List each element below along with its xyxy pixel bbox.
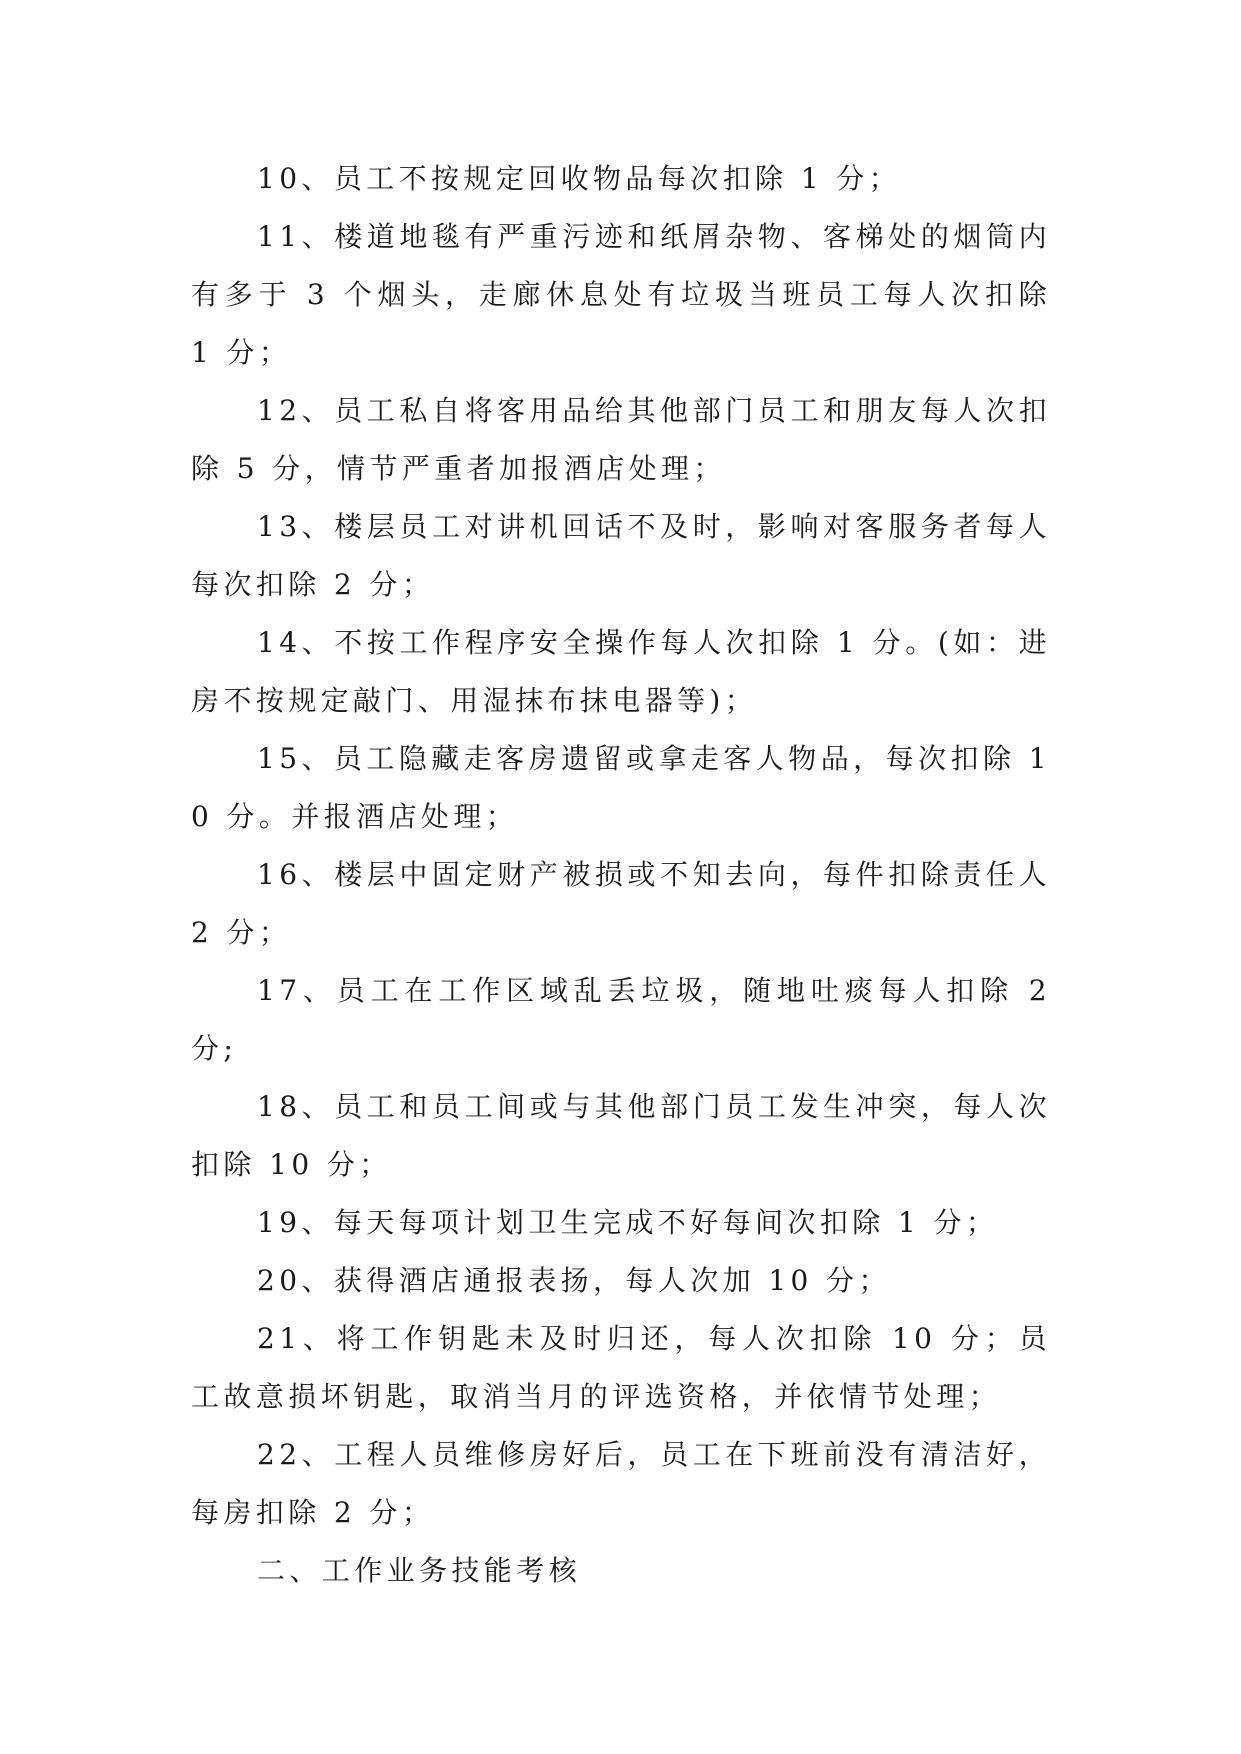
rule-item-19: 19、每天每项计划卫生完成不好每间次扣除 1 分； <box>257 1206 999 1239</box>
rule-item-18: 18、员工和员工间或与其他部门员工发生冲突，每人次扣除 10 分； <box>191 1090 1051 1181</box>
document-body <box>191 150 1051 1600</box>
section-heading: 二、工作业务技能考核 <box>257 1554 582 1587</box>
rule-item-10: 10、员工不按规定回收物品每次扣除 1 分； <box>257 162 902 195</box>
rule-item-22: 22、工程人员维修房好后，员工在下班前没有清洁好，每房扣除 2 分； <box>191 1438 1051 1529</box>
rule-item-12: 12、员工私自将客用品给其他部门员工和朋友每人次扣除 5 分，情节严重者加报酒店处理； <box>191 394 1051 485</box>
rule-item-20: 20、获得酒店通报表扬，每人次加 10 分； <box>257 1264 891 1297</box>
rule-item-11: 11、楼道地毯有严重污迹和纸屑杂物、客梯处的烟筒内有多于 3 个烟头，走廊休息处有垃圾当班员工每人次扣除 1 分； <box>191 220 1051 369</box>
rule-item-16: 16、楼层中固定财产被损或不知去向，每件扣除责任人 2 分； <box>191 858 1051 949</box>
rule-item-17: 17、员工在工作区域乱丢垃圾，随地吐痰每人扣除 2 分; <box>191 974 1051 1065</box>
rule-item-15: 15、员工隐藏走客房遗留或拿走客人物品，每次扣除 10 分。并报酒店处理； <box>191 742 1051 833</box>
rule-item-14: 14、不按工作程序安全操作每人次扣除 1 分。(如：进房不按规定敲门、用湿抹布抹电器等)； <box>191 626 1051 717</box>
rule-item-13: 13、楼层员工对讲机回话不及时，影响对客服务者每人每次扣除 2 分； <box>191 510 1051 601</box>
rule-item-21: 21、将工作钥匙未及时归还，每人次扣除 10 分；员工故意损坏钥匙，取消当月的评选资格，并依情节处理； <box>191 1322 1051 1413</box>
